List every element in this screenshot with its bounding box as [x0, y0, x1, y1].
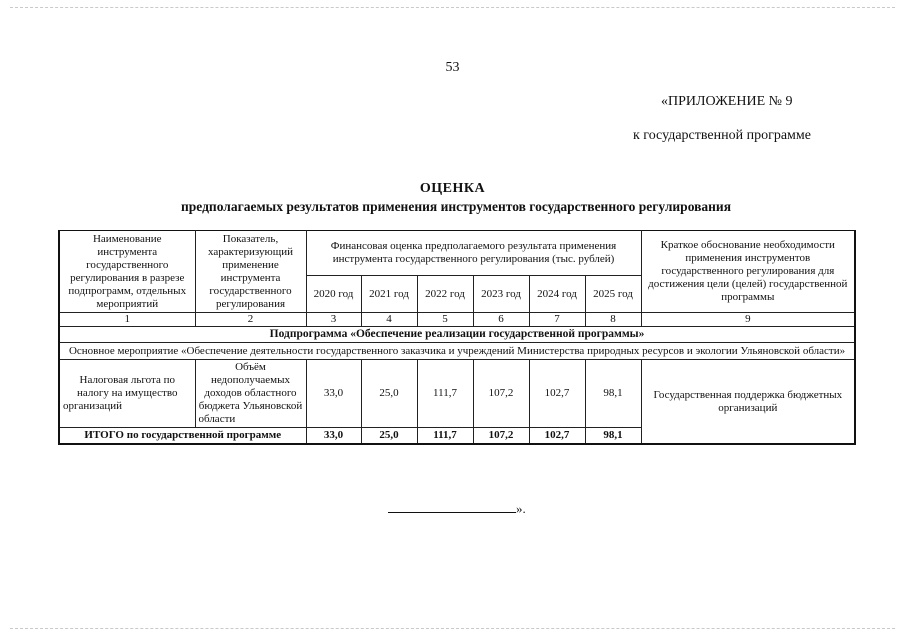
value-2023: 107,2 — [473, 360, 529, 428]
value-2025: 98,1 — [585, 360, 641, 428]
scan-edge-bottom — [10, 628, 895, 629]
header-year: 2020 год — [306, 276, 361, 313]
column-number: 2 — [195, 313, 306, 327]
total-2022: 111,7 — [417, 428, 473, 445]
column-number: 6 — [473, 313, 529, 327]
subprogram-row: Подпрограмма «Обеспечение реализации государственной программы» — [59, 327, 855, 343]
header-year: 2023 год — [473, 276, 529, 313]
total-2020: 33,0 — [306, 428, 361, 445]
column-number: 8 — [585, 313, 641, 327]
document-title: ОЦЕНКА — [419, 181, 486, 196]
indicator-description: Объём недополучаемых доходов областного бюджета Ульяновской области — [195, 360, 306, 428]
assessment-table — [58, 230, 856, 445]
column-number: 4 — [361, 313, 417, 327]
appendix-title: «ПРИЛОЖЕНИЕ № 9 — [661, 94, 793, 109]
header-year: 2025 год — [585, 276, 641, 313]
closing-mark — [388, 500, 526, 517]
header-year: 2024 год — [529, 276, 585, 313]
scan-edge-top — [10, 7, 895, 8]
header-financial-estimate: Финансовая оценка предполагаемого результата применения инструмента государственного регулирования (тыс. рублей) — [306, 231, 641, 276]
appendix-subtitle: к государственной программе — [633, 128, 811, 143]
header-year: 2021 год — [361, 276, 417, 313]
total-2025: 98,1 — [585, 428, 641, 445]
total-label: ИТОГО по государственной программе — [59, 428, 306, 445]
header-indicator: Показатель, характеризующий применение инструмента государственного регулирования — [195, 231, 306, 313]
total-2021: 25,0 — [361, 428, 417, 445]
column-number: 3 — [306, 313, 361, 327]
main-event-row: Основное мероприятие «Обеспечение деятельности государственного заказчика и учреждений Министерства природных ресурсов и экологии Ульяновской области» — [59, 343, 855, 360]
header-year: 2022 год — [417, 276, 473, 313]
column-number: 1 — [59, 313, 195, 327]
value-2021: 25,0 — [361, 360, 417, 428]
instrument-name: Налоговая льгота по налогу на имущество организаций — [59, 360, 195, 428]
closing-quote: ». — [516, 501, 526, 516]
value-2024: 102,7 — [529, 360, 585, 428]
column-number: 5 — [417, 313, 473, 327]
header-justification: Краткое обоснование необходимости применения инструментов государственного регулирования для достижения цели (целей) государственной программы — [641, 231, 855, 313]
justification-text: Государственная поддержка бюджетных организаций — [641, 360, 855, 445]
document-subtitle: предполагаемых результатов применения инструментов государственного регулирования — [180, 199, 732, 214]
page-number: 53 — [445, 60, 460, 75]
value-2020: 33,0 — [306, 360, 361, 428]
column-number: 9 — [641, 313, 855, 327]
total-2023: 107,2 — [473, 428, 529, 445]
header-instrument: Наименование инструмента государственного регулирования в разрезе подпрограмм, отдельных мероприятий — [59, 231, 195, 313]
column-number: 7 — [529, 313, 585, 327]
closing-underline — [388, 500, 516, 513]
total-2024: 102,7 — [529, 428, 585, 445]
value-2022: 111,7 — [417, 360, 473, 428]
